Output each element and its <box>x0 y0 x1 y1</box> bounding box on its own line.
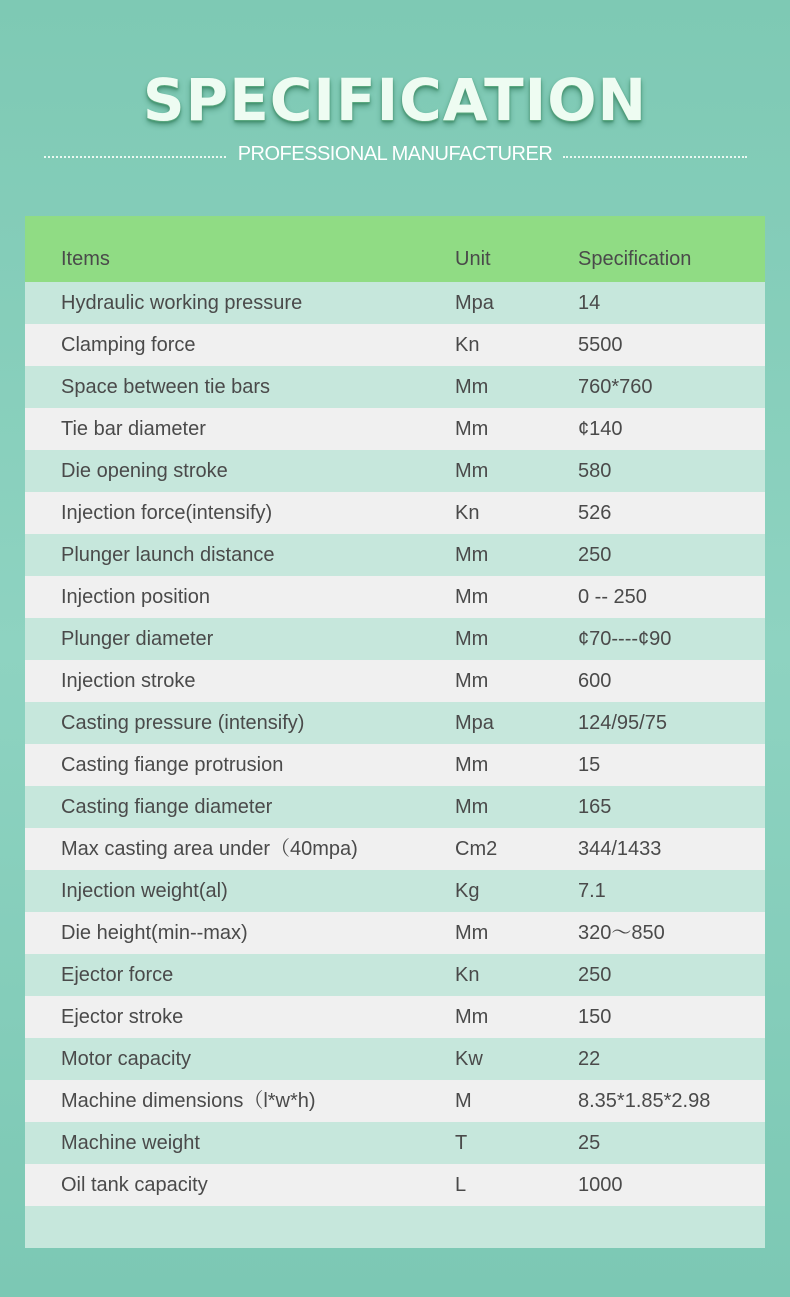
table-row <box>25 324 765 366</box>
spec-cell: 250 <box>578 964 612 986</box>
spec-cell: 15 <box>578 754 601 776</box>
item-cell: Plunger launch distance <box>61 544 275 566</box>
spec-cell: 22 <box>578 1048 601 1070</box>
table-row <box>25 912 765 954</box>
spec-cell: 760*760 <box>578 376 653 398</box>
item-cell: Machine dimensions（l*w*h) <box>61 1090 316 1112</box>
table-row <box>25 786 765 828</box>
spec-cell: 150 <box>578 1006 612 1028</box>
table-row <box>25 534 765 576</box>
table-row <box>25 408 765 450</box>
unit-cell: Mpa <box>455 712 494 734</box>
spec-cell: 600 <box>578 670 612 692</box>
spec-cell: 0 -- 250 <box>578 586 647 608</box>
column-header-unit: Unit <box>455 248 491 270</box>
table-row <box>25 702 765 744</box>
unit-cell: Cm2 <box>455 838 498 860</box>
item-cell: Tie bar diameter <box>61 418 206 440</box>
unit-cell: M <box>455 1090 472 1112</box>
table-row <box>25 660 765 702</box>
item-cell: Max casting area under（40mpa) <box>61 838 358 860</box>
spec-cell: 14 <box>578 292 601 314</box>
subtitle-row <box>0 142 790 170</box>
unit-cell: Mm <box>455 670 489 692</box>
unit-cell: Mpa <box>455 292 494 314</box>
spec-cell: ¢70----¢90 <box>578 628 672 650</box>
table-footer-row <box>25 1206 765 1248</box>
table-row <box>25 576 765 618</box>
dotted-divider-left <box>44 156 226 158</box>
spec-cell: 344/1433 <box>578 838 662 860</box>
spec-cell: 526 <box>578 502 612 524</box>
item-cell: Injection stroke <box>61 670 196 692</box>
item-cell: Clamping force <box>61 334 196 356</box>
unit-cell: Kg <box>455 880 480 902</box>
item-cell: Injection position <box>61 586 210 608</box>
item-cell: Plunger diameter <box>61 628 214 650</box>
subtitle: PROFESSIONAL MANUFACTURER <box>237 143 553 165</box>
table-row <box>25 492 765 534</box>
unit-cell: Kw <box>455 1048 483 1070</box>
unit-cell: Mm <box>455 922 489 944</box>
item-cell: Casting pressure (intensify) <box>61 712 305 734</box>
item-cell: Hydraulic working pressure <box>61 292 303 314</box>
page-title: SPECIFICATION <box>142 66 648 134</box>
spec-cell: 580 <box>578 460 612 482</box>
unit-cell: Mm <box>455 628 489 650</box>
spec-cell: 25 <box>578 1132 601 1154</box>
column-header-specification: Specification <box>578 248 692 270</box>
spec-cell: 124/95/75 <box>578 712 667 734</box>
item-cell: Casting fiange diameter <box>61 796 273 818</box>
unit-cell: Kn <box>455 334 480 356</box>
item-cell: Casting fiange protrusion <box>61 754 284 776</box>
spec-cell: 8.35*1.85*2.98 <box>578 1090 711 1112</box>
column-header-items: Items <box>61 248 110 270</box>
item-cell: Machine weight <box>61 1132 200 1154</box>
table-row <box>25 1038 765 1080</box>
item-cell: Die height(min--max) <box>61 922 248 944</box>
unit-cell: L <box>455 1174 467 1196</box>
dotted-divider-right <box>563 156 747 158</box>
unit-cell: Mm <box>455 418 489 440</box>
unit-cell: Kn <box>455 964 480 986</box>
unit-cell: Mm <box>455 796 489 818</box>
unit-cell: Mm <box>455 586 489 608</box>
item-cell: Die opening stroke <box>61 460 228 482</box>
spec-cell: 7.1 <box>578 880 606 902</box>
unit-cell: T <box>455 1132 468 1154</box>
table-header-row <box>25 216 765 282</box>
table-row <box>25 1122 765 1164</box>
spec-cell: 165 <box>578 796 612 818</box>
spec-cell: 5500 <box>578 334 623 356</box>
table-row <box>25 870 765 912</box>
spec-cell: ¢140 <box>578 418 623 440</box>
table-row <box>25 366 765 408</box>
item-cell: Space between tie bars <box>61 376 271 398</box>
table-row <box>25 282 765 324</box>
item-cell: Ejector force <box>61 964 174 986</box>
item-cell: Ejector stroke <box>61 1006 184 1028</box>
table-row <box>25 1080 765 1122</box>
spec-cell: 250 <box>578 544 612 566</box>
unit-cell: Mm <box>455 376 489 398</box>
unit-cell: Kn <box>455 502 480 524</box>
item-cell: Oil tank capacity <box>61 1174 208 1196</box>
item-cell: Injection weight(al) <box>61 880 228 902</box>
unit-cell: Mm <box>455 754 489 776</box>
unit-cell: Mm <box>455 1006 489 1028</box>
table-row <box>25 744 765 786</box>
unit-cell: Mm <box>455 460 489 482</box>
table-row <box>25 828 765 870</box>
spec-table <box>25 216 765 1244</box>
table-row <box>25 1164 765 1206</box>
spec-cell: 1000 <box>578 1174 623 1196</box>
item-cell: Injection force(intensify) <box>61 502 273 524</box>
table-row <box>25 954 765 996</box>
spec-cell: 320～850 <box>578 922 665 944</box>
table-row <box>25 450 765 492</box>
table-row <box>25 996 765 1038</box>
unit-cell: Mm <box>455 544 489 566</box>
table-row <box>25 618 765 660</box>
item-cell: Motor capacity <box>61 1048 192 1070</box>
